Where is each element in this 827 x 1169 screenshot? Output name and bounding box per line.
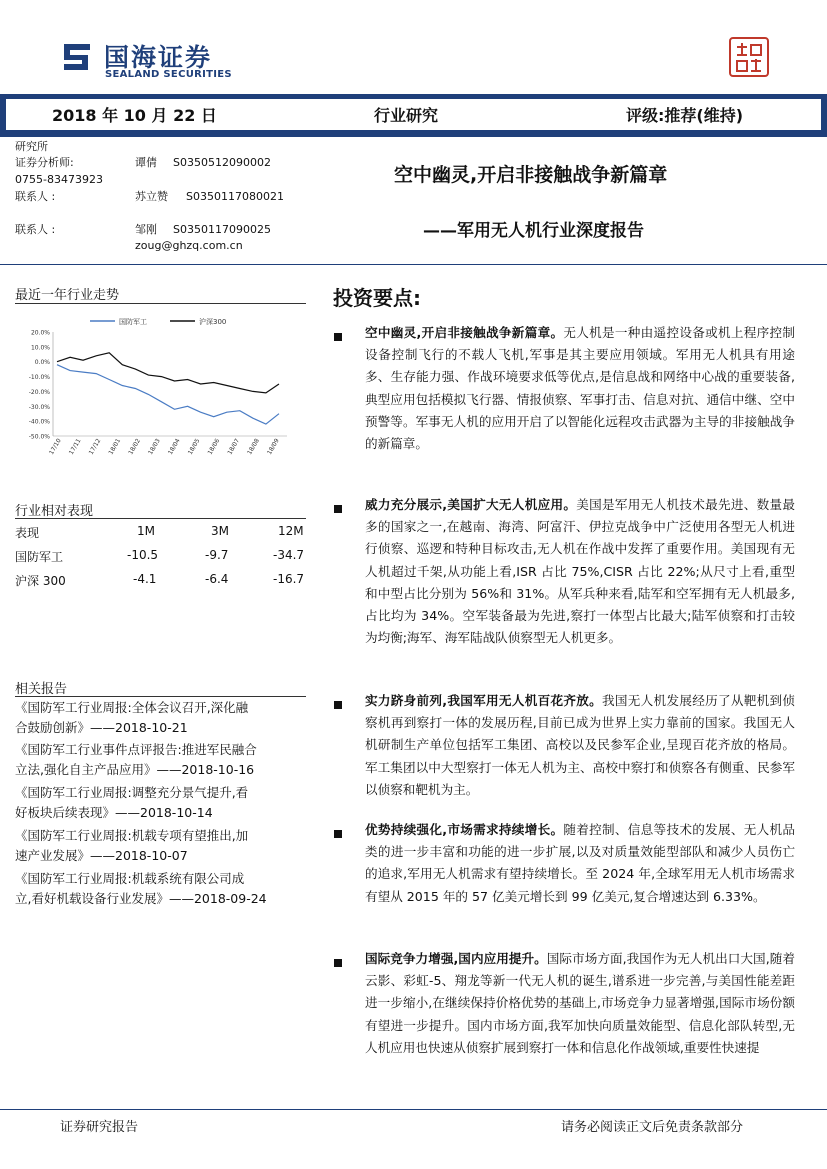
invest-point-heading: 威力充分展示,美国扩大无人机应用。 xyxy=(365,497,577,512)
y-tick-label: 0.0% xyxy=(34,359,50,367)
invest-point-text: 我国无人机发展经历了从靶机到侦察机再到察打一体的发展历程,目前已成为世界上实力靠前的国家。我国无人机研制生产单位包括军工集团、高校以及民参军企业,呈现百花齐放的格局。军工集团以中大型察打一体无人机为主、高校中察打和侦察各有侧重、民参军以侦察和靶机为主。 xyxy=(365,693,795,797)
related-report-line: 《国防军工行业周报:全体会议召开,深化融 xyxy=(15,700,249,715)
table-row xyxy=(15,570,305,594)
related-report-item[interactable] xyxy=(15,869,315,909)
table-header-row xyxy=(15,522,305,546)
table-header-cell: 12M xyxy=(278,524,304,538)
research-seal-icon xyxy=(729,37,769,77)
bullet-icon xyxy=(334,830,342,838)
related-report-line: 立法,强化自主产品应用》——2018-10-16 xyxy=(15,762,255,777)
related-report-item[interactable] xyxy=(15,698,315,738)
x-tick-label: 17/11 xyxy=(67,437,83,456)
related-report-line: 《国防军工行业周报:机载系统有限公司成 xyxy=(15,871,245,886)
related-report-line: 立,看好机载设备行业发展》——2018-09-24 xyxy=(15,891,267,906)
invest-section-title: 投资要点: xyxy=(333,286,421,310)
x-tick-label: 18/03 xyxy=(147,437,162,456)
report-type: 行业研究 xyxy=(374,106,439,125)
contact2-id: S0350117090025 xyxy=(173,223,271,236)
invest-point xyxy=(365,948,795,1088)
trend-chart-svg xyxy=(15,310,305,470)
contact2-name: 邹刚 xyxy=(135,223,157,236)
invest-point-text: 随着控制、信息等技术的发展、无人机品类的进一步丰富和功能的进一步扩展,以及对质量效能型部队和减少人员伤亡的追求,军用无人机需求有望持续增长。至 2024 年,全球军用无人机市场需求有望从 2015 年的 57 亿美元增长到 99 亿美元,复合增速达到 6.33%。 xyxy=(365,822,795,904)
header-rule xyxy=(0,264,827,265)
invest-point xyxy=(365,494,795,649)
related-report-item[interactable] xyxy=(15,783,315,823)
y-tick-label: -50.0% xyxy=(28,433,50,441)
performance-table xyxy=(15,522,305,594)
x-tick-label: 18/08 xyxy=(246,437,261,456)
table-cell: -6.4 xyxy=(205,572,229,586)
x-tick-label: 18/05 xyxy=(186,437,202,456)
x-tick-label: 18/09 xyxy=(266,437,281,456)
related-report-line: 《国防军工行业周报:机载专项有望推出,加 xyxy=(15,828,249,843)
related-report-line: 合鼓励创新》——2018-10-21 xyxy=(15,720,188,735)
legend-label-hs300: 沪深300 xyxy=(199,318,227,326)
invest-point xyxy=(365,690,795,801)
table-header-cell: 1M xyxy=(137,524,155,538)
contact1-name: 苏立赞 xyxy=(135,190,168,203)
company-logo-icon xyxy=(60,40,94,74)
table-header-cell: 3M xyxy=(211,524,229,538)
invest-point xyxy=(365,819,795,908)
contact2-label: 联系人 : xyxy=(15,223,56,236)
report-rating: 评级:推荐(维持) xyxy=(626,106,744,125)
related-report-line: 《国防军工行业事件点评报告:推进军民融合 xyxy=(15,742,257,757)
table-row xyxy=(15,546,305,570)
invest-point-text: 美国是军用无人机技术最先进、数量最多的国家之一,在越南、海湾、阿富汗、伊拉克战争中广泛使用各型无人机进行侦察、巡逻和特种目标攻击,无人机在作战中发挥了重要作用。美国现有无人机超过千架,从功能上看,ISR 占比 75%,CISR 占比 22%;从尺寸上看,重型和中型占比分别为 56%和 31%。从军兵种来看,陆军和空军拥有无人机最多,占比均为 34%。空军装备最为先进,察打一体型占比最大;陆军侦察和打击较为均衡;海军、海军陆战队侦察型无人机更多。 xyxy=(365,497,795,646)
performance-section-title: 行业相对表现 xyxy=(15,504,94,519)
analyst-phone: 0755-83473923 xyxy=(15,173,103,186)
table-cell: -9.7 xyxy=(205,548,229,562)
invest-point xyxy=(365,322,795,455)
y-tick-label: 20.0% xyxy=(30,329,50,337)
related-report-line: 好板块后续表现》——2018-10-14 xyxy=(15,805,213,820)
invest-point-heading: 实力跻身前列,我国军用无人机百花齐放。 xyxy=(365,693,603,708)
invest-point-text: 国际市场方面,我国作为无人机出口大国,随着云影、彩虹-5、翔龙等新一代无人机的诞生,谱系进一步完善,与美国性能差距进一步缩小,在继续保持价格优势的基础上,市场竞争力显著增强,国际市场份额有望进一步提升。国内市场方面,我军加快向质量效能型、信息化部队转型,无人机应用也快速从侦察扩展到察打一体和信息化作战领域,重要性快速提 xyxy=(365,951,795,1055)
related-report-item[interactable] xyxy=(15,740,315,780)
related-report-item[interactable] xyxy=(15,826,315,866)
trend-section-title: 最近一年行业走势 xyxy=(15,288,120,303)
y-tick-label: -20.0% xyxy=(28,388,50,396)
table-header-cell: 表现 xyxy=(15,526,40,540)
x-tick-label: 18/07 xyxy=(226,437,242,456)
table-cell: -16.7 xyxy=(273,572,305,586)
analyst-name: 谭倩 xyxy=(135,156,157,169)
contact1-id: S0350117080021 xyxy=(186,190,284,203)
analyst-id: S0350512090002 xyxy=(173,156,271,169)
report-date: 2018 年 10 月 22 日 xyxy=(52,106,217,125)
footer-right-text: 请务必阅读正文后免责条款部分 xyxy=(561,1120,744,1135)
invest-point-heading: 空中幽灵,开启非接触战争新篇章。 xyxy=(365,325,564,340)
invest-point-heading: 国际竞争力增强,国内应用提升。 xyxy=(365,951,547,966)
report-title: 空中幽灵,开启非接触战争新篇章 xyxy=(394,164,668,186)
related-report-line: 《国防军工行业周报:调整充分景气提升,看 xyxy=(15,785,249,800)
invest-point-text: 无人机是一种由遥控设备或机上程序控制设备控制飞行的不载人飞机,军事是其主要应用领域。军用无人机具有用途多、生存能力强、作战环境要求低等优点,是信息战和网络中心战的重要装备,典型应用包括模拟飞行器、情报侦察、军事打击、信息对抗、通信中继、空中预警等。军事无人机的应用开启了以智能化远程攻击武器为主导的非接触战争的新篇章。 xyxy=(365,325,795,452)
bullet-icon xyxy=(334,959,342,967)
bullet-icon xyxy=(334,505,342,513)
x-tick-label: 18/01 xyxy=(107,437,123,456)
table-cell: 国防军工 xyxy=(15,550,64,564)
related-section-rule xyxy=(15,696,306,697)
company-name: 国海证券 xyxy=(104,43,213,72)
bullet-icon xyxy=(334,701,342,709)
table-cell: -10.5 xyxy=(127,548,159,562)
series-line-defense xyxy=(57,365,279,424)
contact1-label: 联系人 : xyxy=(15,190,56,203)
company-name-en: SEALAND SECURITIES xyxy=(105,69,232,80)
related-report-line: 速产业发展》——2018-10-07 xyxy=(15,848,188,863)
invest-point-heading: 优势持续强化,市场需求持续增长。 xyxy=(365,822,564,837)
y-tick-label: -40.0% xyxy=(28,418,50,426)
legend-label-defense: 国防军工 xyxy=(119,318,147,326)
x-tick-label: 18/04 xyxy=(166,437,182,456)
performance-section-rule xyxy=(15,518,306,519)
institute-label: 研究所 xyxy=(15,140,48,153)
related-section-title: 相关报告 xyxy=(15,682,68,697)
footer-left-text: 证券研究报告 xyxy=(60,1120,139,1135)
bullet-icon xyxy=(334,333,342,341)
table-cell: 沪深 300 xyxy=(15,574,66,588)
contact2-email[interactable]: zoug@ghzq.com.cn xyxy=(135,239,243,252)
table-cell: -34.7 xyxy=(273,548,305,562)
y-tick-label: 10.0% xyxy=(30,344,50,352)
report-subtitle: ——军用无人机行业深度报告 xyxy=(423,221,644,241)
y-tick-label: -30.0% xyxy=(28,403,50,411)
x-tick-label: 18/02 xyxy=(127,437,143,456)
x-tick-label: 17/10 xyxy=(48,437,63,456)
trend-section-rule xyxy=(15,303,306,304)
analyst-label: 证券分析师: xyxy=(15,156,74,169)
y-tick-label: -10.0% xyxy=(28,374,50,382)
trend-chart xyxy=(15,310,305,470)
table-cell: -4.1 xyxy=(133,572,157,586)
x-tick-label: 17/12 xyxy=(87,437,103,456)
footer-rule xyxy=(0,1109,827,1110)
x-tick-label: 18/06 xyxy=(206,437,222,456)
